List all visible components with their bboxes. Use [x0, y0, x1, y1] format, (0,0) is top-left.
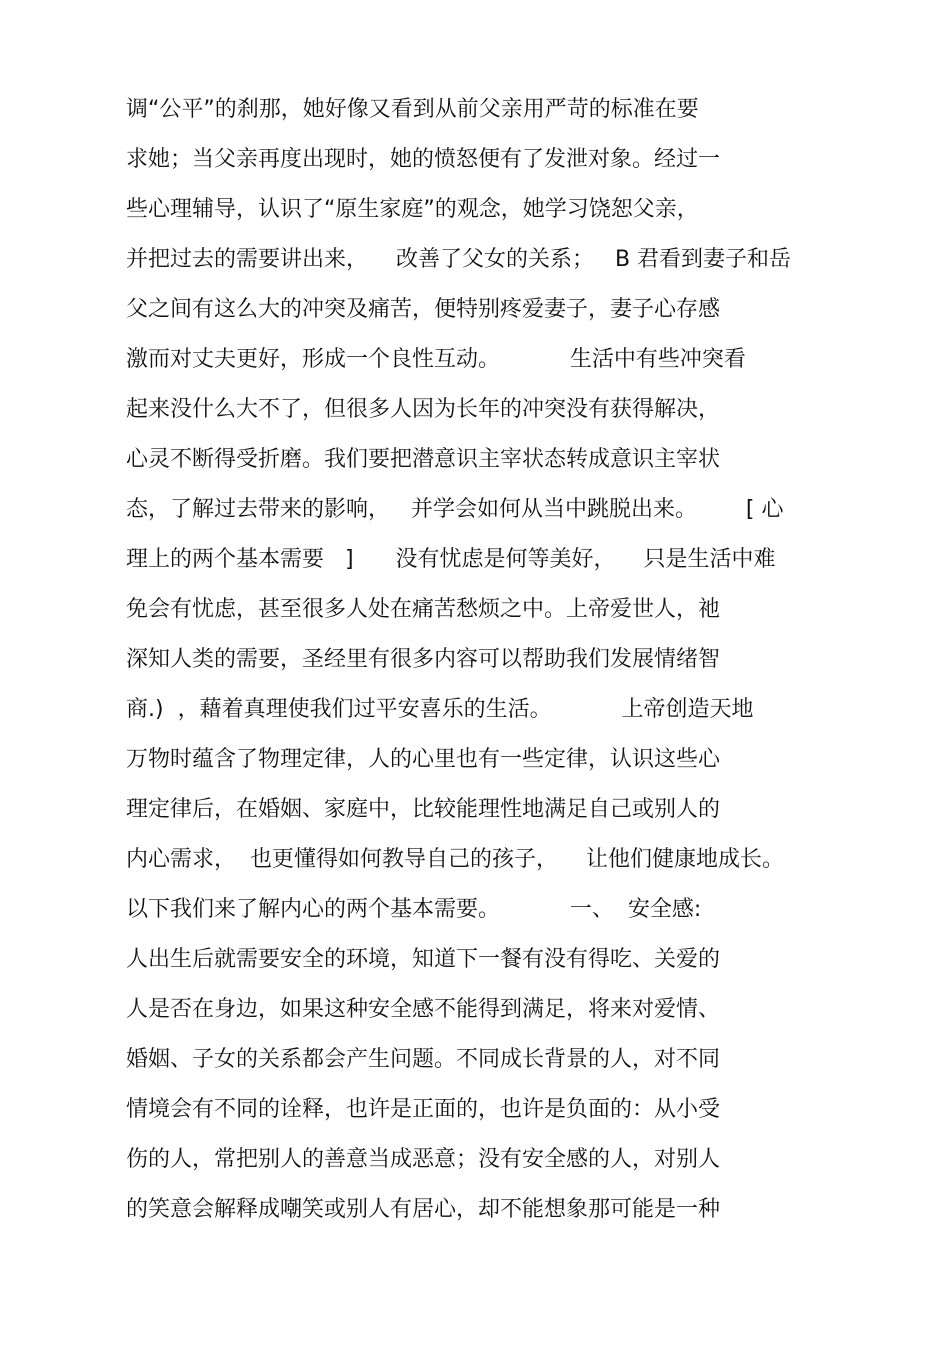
text-line: 父之间有这么大的冲突及痛苦，便特别疼爱妻子，妻子心存感: [126, 297, 721, 322]
text-line: 伤的人，常把别人的善意当成恶意；没有安全感的人，对别人: [126, 1147, 721, 1172]
text-line: 商.) ，藉着真理使我们过平安喜乐的生活。 上帝创造天地: [126, 697, 754, 722]
text-line: 深知人类的需要，圣经里有很多内容可以帮助我们发展情绪智: [126, 647, 721, 672]
text-line: 万物时蕴含了物理定律，人的心里也有一些定律，认识这些心: [126, 747, 721, 772]
text-line: 并把过去的需要讲出来， 改善了父女的关系； B 君看到妻子和岳: [126, 247, 792, 272]
text-line: 起来没什么大不了，但很多人因为长年的冲突没有获得解决，: [126, 397, 721, 422]
text-line: 理定律后，在婚姻、家庭中，比较能理性地满足自己或别人的: [126, 797, 721, 822]
text-line: 人出生后就需要安全的环境，知道下一餐有没有得吃、关爱的: [126, 947, 721, 972]
text-line: 调“公平”的刹那，她好像又看到从前父亲用严苛的标准在要: [126, 97, 699, 122]
text-line: 激而对丈夫更好，形成一个良性互动。 生活中有些冲突看: [126, 347, 746, 372]
text-line: 以下我们来了解内心的两个基本需要。 一、 安全感:: [126, 897, 702, 922]
text-line: 的笑意会解释成嘲笑或别人有居心，却不能想象那可能是一种: [126, 1197, 721, 1222]
text-line: 求她；当父亲再度出现时，她的愤怒便有了发泄对象。经过一: [126, 147, 721, 172]
text-line: 内心需求， 也更懂得如何教导自己的孩子， 让他们健康地成长。: [126, 847, 784, 872]
text-line: 免会有忧虑，甚至很多人处在痛苦愁烦之中。上帝爱世人，祂: [126, 597, 721, 622]
text-line: 心灵不断得受折磨。我们要把潜意识主宰状态转成意识主宰状: [126, 447, 721, 472]
text-line: 婚姻、子女的关系都会产生问题。不同成长背景的人，对不同: [126, 1047, 721, 1072]
text-line: 理上的两个基本需要 ] 没有忧虑是何等美好， 只是生活中难: [126, 547, 776, 572]
text-line: 态，了解过去带来的影响， 并学会如何从当中跳脱出来。 [ 心: [126, 497, 784, 522]
text-line: 些心理辅导，认识了“原生家庭”的观念，她学习饶恕父亲，: [126, 197, 699, 222]
text-line: 人是否在身边，如果这种安全感不能得到满足，将来对爱情、: [126, 997, 721, 1022]
body-text: [126, 92, 826, 1242]
text-line: 情境会有不同的诠释，也许是正面的，也许是负面的：从小受: [126, 1097, 721, 1122]
